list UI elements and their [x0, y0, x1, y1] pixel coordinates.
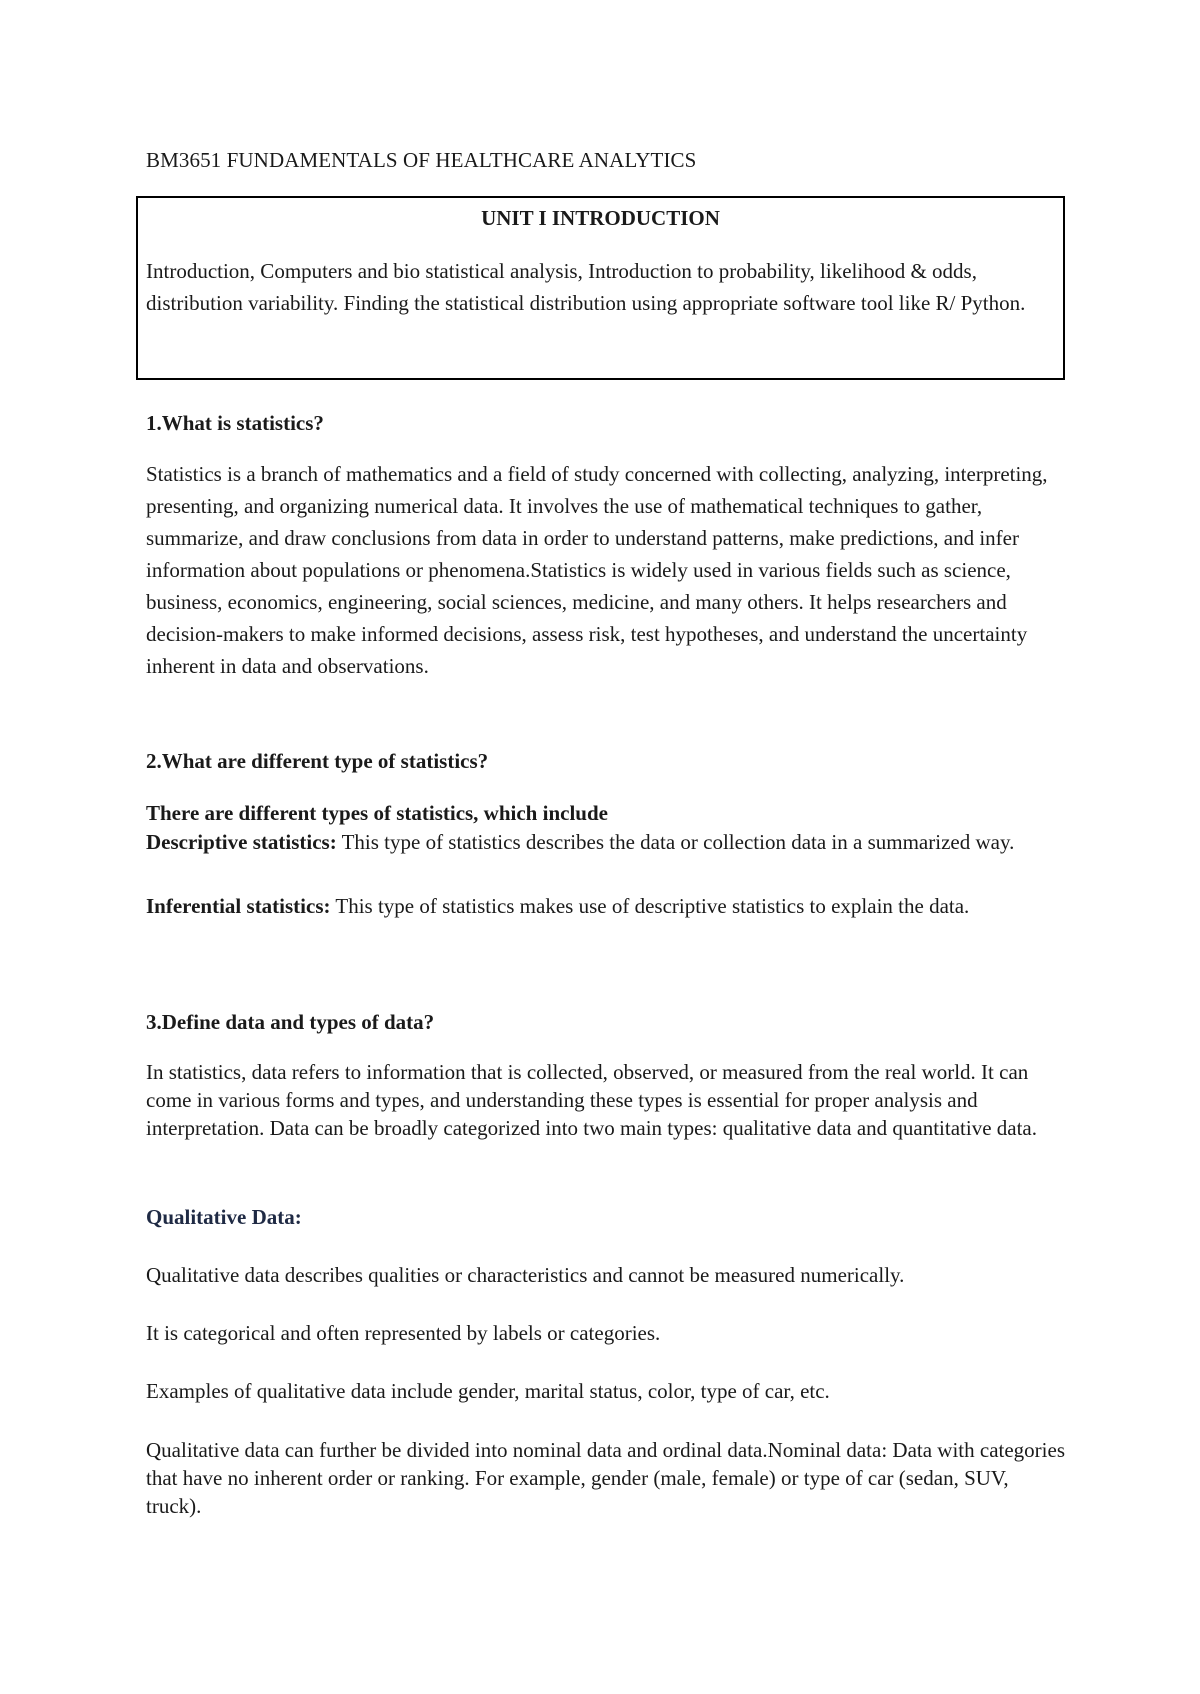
unit-syllabus-box	[136, 196, 1065, 380]
descriptive-statistics-item	[146, 826, 1066, 858]
qualitative-final-paragraph: Qualitative data can further be divided into nominal data and ordinal data.Nominal data: Data with categories that have no inherent order or ranking. For example, gender (male, female) or type of car (sedan, SUV, truck).	[146, 1438, 1066, 1518]
statistics-types-intro: There are different types of statistics, which include	[146, 801, 608, 825]
descriptive-statistics-text: This type of statistics describes the data or collection data in a summarized way.	[336, 830, 1015, 854]
question-3: 3.Define data and types of data?	[146, 1010, 435, 1034]
descriptive-statistics-label: Descriptive statistics:	[146, 830, 337, 854]
unit-syllabus-text: Introduction, Computers and bio statistical analysis, Introduction to probability, likelihood & odds, distribution variability. Finding the statistical distribution using appropriate software tool like R/ Python.	[146, 259, 1026, 315]
inferential-statistics-item	[146, 890, 1066, 922]
question-1: 1.What is statistics?	[146, 411, 324, 435]
qualitative-line-2: It is categorical and often represented by labels or categories.	[146, 1321, 661, 1345]
answer-1: Statistics is a branch of mathematics and a field of study concerned with collecting, analyzing, interpreting, presenting, and organizing numerical data. It involves the use of mathematical techniques to gather, summarize, and draw conclusions from data in order to understand patterns, make predictions, and infer information about populations or phenomena.Statistics is widely used in various fields such as science, business, economics, engineering, social sciences, medicine, and many others. It helps researchers and decision-makers to make informed decisions, assess risk, test hypotheses, and understand the uncertainty inherent in data and observations.	[146, 462, 1048, 678]
qualitative-line-1: Qualitative data describes qualities or characteristics and cannot be measured numerically.	[146, 1263, 905, 1287]
answer-3: In statistics, data refers to information that is collected, observed, or measured from the real world. It can come in various forms and types, and understanding these types is essential for proper analysis and interpretation. Data can be broadly categorized into two main types: qualitative data and quantitative data.	[146, 1060, 1038, 1140]
qualitative-data-heading: Qualitative Data:	[146, 1205, 302, 1229]
inferential-statistics-label: Inferential statistics:	[146, 894, 331, 918]
unit-heading: UNIT I INTRODUCTION	[481, 206, 720, 230]
inferential-statistics-text: This type of statistics makes use of descriptive statistics to explain the data.	[330, 894, 970, 918]
document-title: BM3651 FUNDAMENTALS OF HEALTHCARE ANALYTICS	[146, 148, 697, 172]
qualitative-line-3: Examples of qualitative data include gender, marital status, color, type of car, etc.	[146, 1379, 830, 1403]
question-2: 2.What are different type of statistics?	[146, 749, 489, 773]
